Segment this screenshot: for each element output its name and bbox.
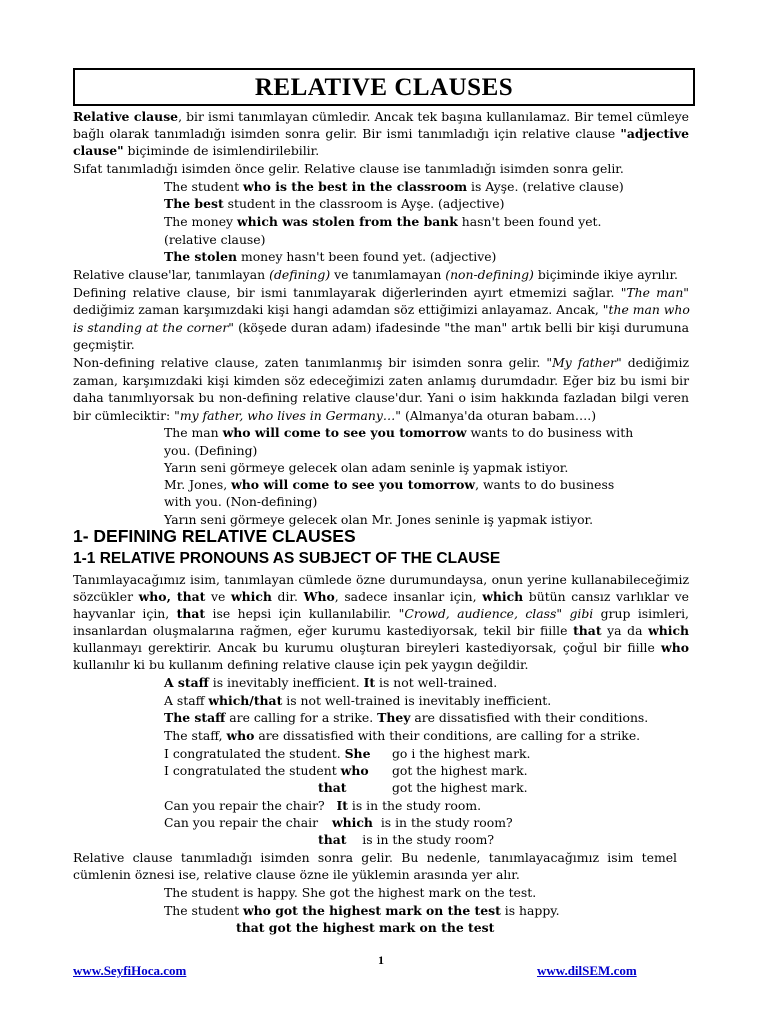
text-line: Non-defining relative clause, zaten tanımlanmış bir isimden sonra gelir. "My father" dediğimiz — [73, 355, 689, 370]
text-line: Relative clause'lar, tanımlayan (defining) ve tanımlamayan (non-defining) biçiminde ikiye ayrılır. — [73, 267, 678, 282]
page-number: 1 — [378, 953, 384, 967]
text-line: I congratulated the student. She — [164, 746, 371, 761]
text-line: go i the highest mark. — [392, 746, 531, 761]
text-line: bir cümleciktir: "my father, who lives in Germany…" (Almanya'da oturan babam….) — [73, 408, 597, 423]
text-line: that got the highest mark on the test — [236, 920, 495, 935]
section-heading: 1- DEFINING RELATIVE CLAUSES — [73, 526, 356, 546]
text-line: A staff which/that is not well-trained is inevitably inefficient. — [164, 693, 552, 708]
text-line: got the highest mark. — [392, 763, 528, 778]
text-line: cümlenin öznesi ise, relative clause özne ile yüklemin arasında yer alır. — [73, 867, 520, 882]
text-line: kullanılır ki bu kullanım defining relative clause için pek yaygın değildir. — [73, 657, 529, 672]
text-line: is standing at the corner" (köşede duran adam) ifadesinde "the man" artık belli bir kişi durumuna — [73, 320, 689, 335]
text-line: got the highest mark. — [392, 780, 528, 795]
text-line: sözcükler who, that ve which dir. Who, sadece insanlar için, which bütün cansız varlıklar ve — [73, 589, 690, 604]
text-line: Yarın seni görmeye gelecek olan adam seninle iş yapmak istiyor. — [164, 460, 569, 475]
text-line: that — [318, 780, 347, 795]
text-line: Relative clause, bir ismi tanımlayan cümledir. Ancak tek başına kullanılamaz. Bir temel cümleye — [73, 109, 689, 124]
text-line: which is in the study room? — [332, 815, 513, 830]
text-line: The student who is the best in the classroom is Ayşe. (relative clause) — [164, 179, 624, 194]
footer-link-seyfihoca[interactable]: www.SeyfiHoca.com — [73, 963, 187, 978]
footer-link-dilsem[interactable]: www.dilSEM.com — [537, 963, 637, 978]
text-line: The man who will come to see you tomorrow wants to do business with — [164, 425, 634, 440]
text-line: you. (Defining) — [164, 443, 258, 458]
text-line: Relative clause tanımladığı isimden sonra gelir. Bu nedenle, tanımlayacağımız isim temel — [73, 850, 677, 865]
text-line: The student who got the highest mark on the test is happy. — [164, 903, 560, 918]
text-line: dediğimiz zaman karşımızdaki kişi hangi adamdan söz ettiğimizi anlayamaz. Ancak, "the man who — [73, 302, 690, 317]
text-line: clause" biçiminde de isimlendirilebilir. — [73, 143, 320, 158]
text-line: The staff, who are dissatisfied with their conditions, are calling for a strike. — [164, 728, 641, 743]
text-line: Mr. Jones, who will come to see you tomorrow, wants to do business — [164, 477, 615, 492]
text-line: The stolen money hasn't been found yet. (adjective) — [164, 249, 497, 264]
text-line: that is in the study room? — [318, 832, 495, 847]
text-line: with you. (Non-defining) — [164, 494, 318, 509]
text-line: Yarın seni görmeye gelecek olan Mr. Jones seninle iş yapmak istiyor. — [164, 512, 594, 527]
text-line: The student is happy. She got the highest mark on the test. — [164, 885, 537, 900]
page-title: RELATIVE CLAUSES — [73, 68, 695, 106]
text-line: Can you repair the chair? It is in the study room. — [164, 798, 482, 813]
subsection-heading: 1-1 RELATIVE PRONOUNS AS SUBJECT OF THE CLAUSE — [73, 550, 501, 567]
text-line: insanlardan oluşmalarına rağmen, eğer kurumu kastediyorsak, tekil bir fiille that ya da which — [73, 623, 689, 638]
text-line: Sıfat tanımladığı isimden önce gelir. Relative clause ise tanımladığı isimden sonra gelir. — [73, 161, 624, 176]
text-line: kullanmayı gerektirir. Ancak bu kurumu oluşturan bireyleri kastediyorsak, çoğul bir fiille who — [73, 640, 689, 655]
text-line: Defining relative clause, bir ismi tanımlayarak diğerlerinden ayırt etmemizi sağlar. "The man" — [73, 285, 689, 300]
text-line: Can you repair the chair — [164, 815, 318, 830]
text-line: A staff is inevitably inefficient. It is not well-trained. — [164, 675, 498, 690]
text-line: The staff are calling for a strike. They are dissatisfied with their conditions. — [164, 710, 649, 725]
text-line: The best student in the classroom is Ayşe. (adjective) — [164, 196, 505, 211]
text-line: bağlı olarak tanımladığı isimden sonra gelir. Bir ismi tanımladığı için relative clause "adjective — [73, 126, 689, 141]
text-line: Tanımlayacağımız isim, tanımlayan cümlede özne durumundaysa, onun yerine kullanabileceğimiz — [73, 572, 689, 587]
text-line: I congratulated the student who — [164, 763, 369, 778]
text-line: zaman, karşımızdaki kişi kimden söz edeceğimizi zaten anlamış durumdadır. Eğer biz bu ismi bir — [73, 373, 689, 388]
text-line: hayvanlar için, that ise hepsi için kullanılabilir. "Crowd, audience, class" gibi grup isimleri, — [73, 606, 689, 621]
text-line: (relative clause) — [164, 232, 266, 247]
text-line: daha tanımlıyorsak bu non-defining relative clause'dur. Yani o isim hakkında fazladan bilgi veren — [73, 390, 689, 405]
text-line: The money which was stolen from the bank hasn't been found yet. — [164, 214, 602, 229]
text-line: geçmiştir. — [73, 337, 135, 352]
